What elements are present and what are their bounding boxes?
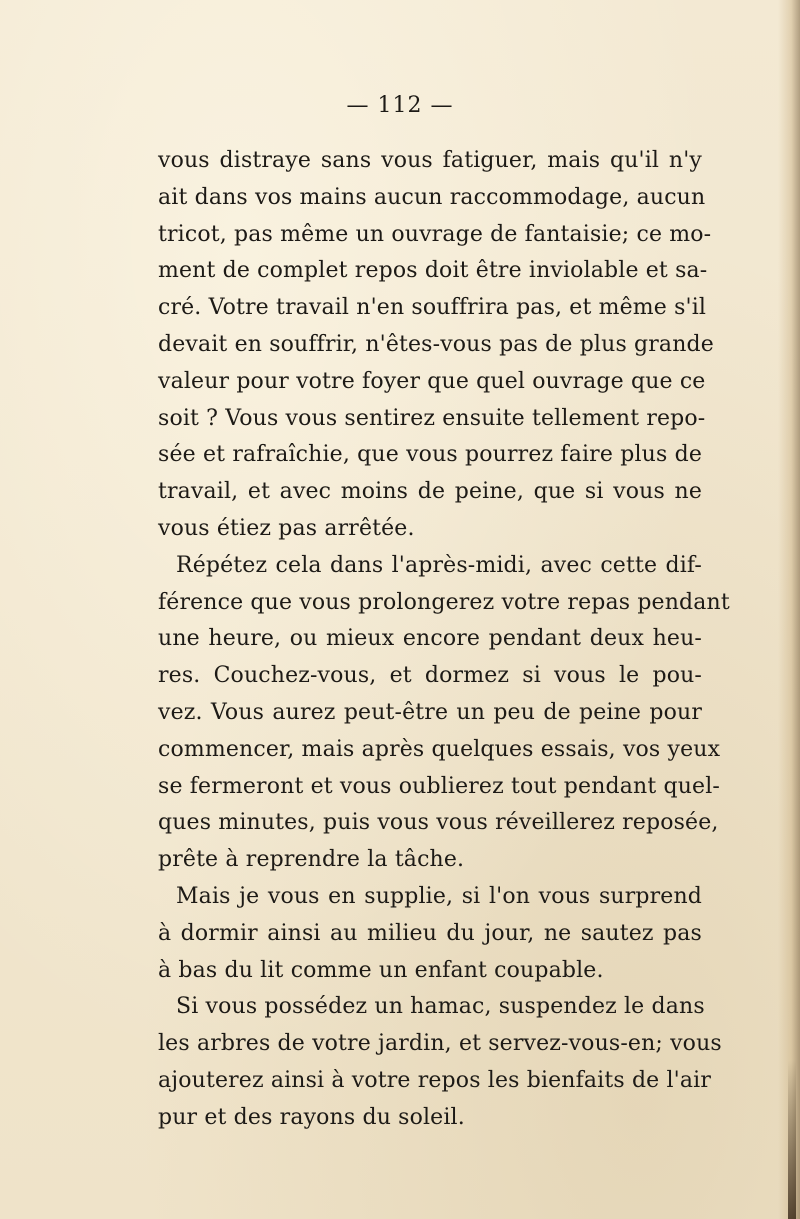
- text-line: sée et rafraîchie, que vous pourrez faire plus de: [158, 442, 702, 468]
- text-line: à dormir ainsi au milieu du jour, ne sautez pas: [158, 920, 702, 946]
- text-line: vous étiez pas arrêtée.: [158, 515, 415, 541]
- text-line: ment de complet repos doit être inviolable et sa-: [158, 258, 708, 284]
- text-line: prête à reprendre la tâche.: [158, 847, 465, 873]
- text-line: soit ? Vous vous sentirez ensuite tellement repo-: [158, 405, 706, 431]
- body-text: [158, 143, 730, 1137]
- text-line: travail, et avec moins de peine, que si vous ne: [158, 479, 702, 505]
- text-line: valeur pour votre foyer que quel ouvrage que ce: [158, 368, 706, 394]
- paragraph: [158, 548, 730, 879]
- text-line: devait en souffrir, n'êtes-vous pas de plus grande: [158, 331, 714, 357]
- text-line: Si vous possédez un hamac, suspendez le dans: [176, 994, 705, 1020]
- text-line: vez. Vous aurez peut-être un peu de peine pour: [158, 699, 702, 725]
- paragraph: [158, 989, 722, 1136]
- text-line: une heure, ou mieux encore pendant deux heu-: [158, 626, 702, 652]
- text-line: se fermeront et vous oublierez tout pendant quel-: [158, 773, 720, 799]
- text-line: ait dans vos mains aucun raccommodage, aucun: [158, 184, 706, 210]
- text-line: ques minutes, puis vous vous réveillerez reposée,: [158, 810, 719, 836]
- text-line: férence que vous prolongerez votre repas pendant: [158, 589, 730, 615]
- text-line: tricot, pas même un ouvrage de fantaisie; ce mo-: [158, 221, 712, 247]
- text-line: à bas du lit comme un enfant coupable.: [158, 957, 604, 983]
- text-line: Mais je vous en supplie, si l'on vous surprend: [176, 883, 702, 909]
- page-number: — 112 —: [346, 93, 454, 118]
- page-edge-shadow: [778, 0, 800, 1219]
- text-line: pur et des rayons du soleil.: [158, 1104, 465, 1130]
- text-line: les arbres de votre jardin, et servez-vous-en; vous: [158, 1031, 722, 1057]
- text-line: vous distraye sans vous fatiguer, mais qu'il n'y: [158, 148, 702, 173]
- text-line: ajouterez ainsi à votre repos les bienfaits de l'air: [158, 1067, 711, 1093]
- page-edge-dark-corner: [788, 1060, 796, 1219]
- paragraph: [158, 879, 702, 989]
- paragraph: [158, 143, 714, 548]
- text-line: cré. Votre travail n'en souffrira pas, et même s'il: [158, 295, 707, 321]
- text-line: commencer, mais après quelques essais, vos yeux: [158, 736, 721, 762]
- text-line: Répétez cela dans l'après-midi, avec cette dif-: [176, 552, 702, 578]
- text-line: res. Couchez-vous, et dormez si vous le pou-: [158, 663, 702, 689]
